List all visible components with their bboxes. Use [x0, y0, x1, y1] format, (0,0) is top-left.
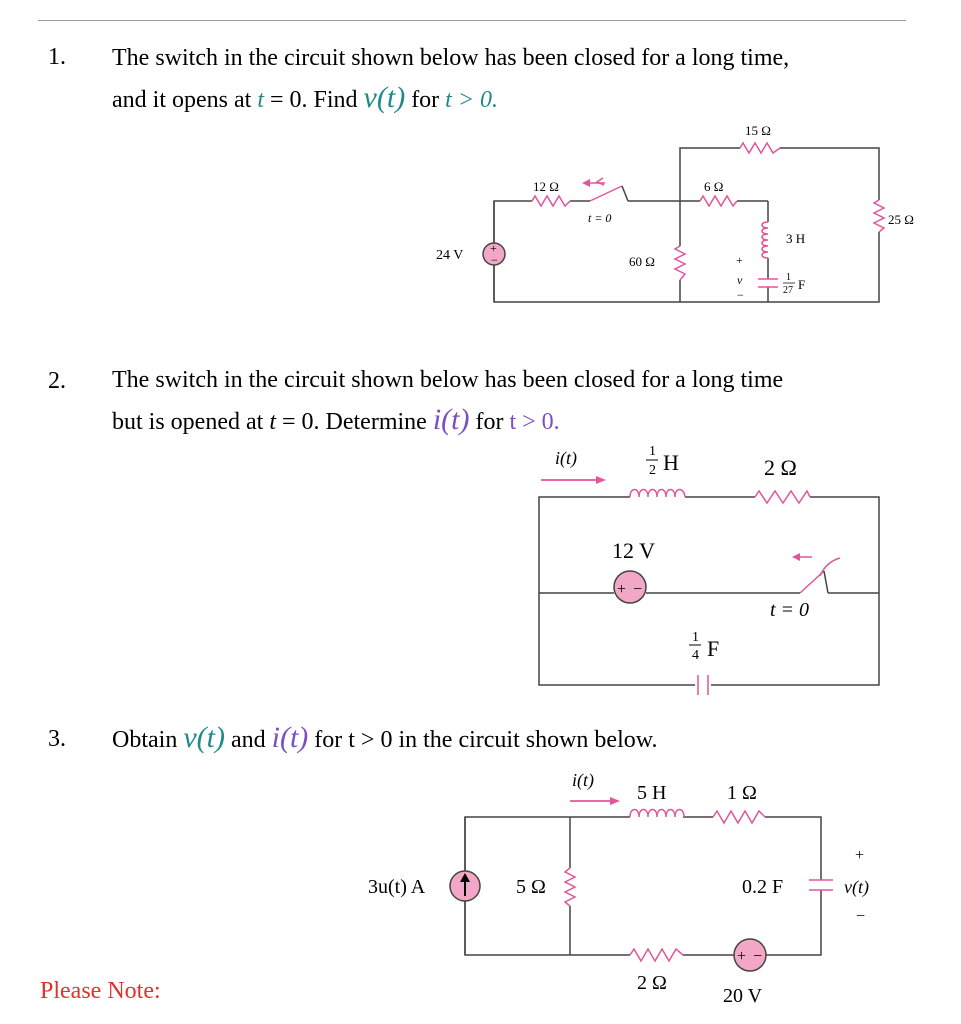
- svg-text:−: −: [491, 253, 498, 267]
- svg-text:+: +: [737, 948, 747, 965]
- problem-3-number: 3.: [48, 726, 66, 752]
- problem-1-line2: and it opens at t = 0. Find v(t) for t > 0.: [112, 81, 499, 114]
- label-0-2f: 0.2 F: [742, 876, 784, 898]
- problem-2-line1: The switch in the circuit shown below has been closed for a long time: [112, 367, 784, 393]
- problem-1-number: 1.: [48, 44, 66, 70]
- svg-text:−: −: [633, 581, 643, 598]
- label-inductor-unit: H: [663, 450, 679, 475]
- svg-text:+: +: [617, 581, 627, 598]
- svg-text:−: −: [856, 908, 866, 925]
- label-2ohm: 2 Ω: [637, 972, 667, 994]
- svg-text:+: +: [736, 253, 743, 267]
- svg-text:−: −: [753, 948, 763, 965]
- label-i-t: i(t): [572, 770, 594, 790]
- function-i-t: i(t): [432, 403, 470, 436]
- label-5ohm: 5 Ω: [516, 876, 546, 898]
- problem-2-line2: but is opened at t = 0. Determine i(t) for t > 0.: [112, 403, 560, 436]
- label-60ohm: 60 Ω: [629, 254, 655, 269]
- label-v: v: [737, 273, 743, 287]
- label-switch-t0: t = 0: [588, 211, 612, 225]
- resistor-5ohm: [565, 868, 575, 906]
- function-v-t: v(t): [183, 721, 225, 754]
- function-i-t: i(t): [271, 721, 309, 754]
- label-switch-t0: t = 0: [770, 599, 810, 621]
- label-15ohm: 15 Ω: [745, 123, 771, 138]
- label-24v: 24 V: [436, 248, 464, 263]
- label-20v: 20 V: [723, 985, 763, 1007]
- label-1ohm: 1 Ω: [727, 782, 757, 804]
- function-v-t: v(t): [363, 81, 406, 114]
- label-2ohm: 2 Ω: [764, 455, 797, 480]
- problem-1-line1: The switch in the circuit shown below has been closed for a long time,: [112, 45, 790, 71]
- resistor-1ohm: [713, 811, 765, 823]
- label-i-t: i(t): [555, 448, 577, 468]
- label-v-t: v(t): [844, 877, 869, 897]
- label-cap-unit: F: [707, 636, 720, 661]
- please-note: Please Note:: [40, 978, 161, 1004]
- inductor-5h: [630, 810, 684, 818]
- svg-text:2: 2: [649, 463, 656, 478]
- svg-text:1: 1: [649, 444, 656, 459]
- svg-text:4: 4: [692, 648, 699, 663]
- svg-text:1: 1: [692, 630, 699, 645]
- label-6ohm: 6 Ω: [704, 179, 724, 194]
- svg-text:+: +: [855, 847, 865, 864]
- svg-text:1: 1: [786, 272, 791, 283]
- svg-text:+: +: [490, 241, 497, 255]
- label-3u-source: 3u(t) A: [368, 876, 426, 898]
- label-5h: 5 H: [637, 782, 667, 804]
- svg-text:−: −: [737, 288, 744, 302]
- label-3h: 3 H: [786, 231, 806, 246]
- label-12v: 12 V: [612, 538, 655, 563]
- problem-3-line1: Obtain v(t) and i(t) for t > 0 in the circuit shown below.: [112, 721, 658, 754]
- label-cap-unit: F: [798, 277, 806, 292]
- problem-2-number: 2.: [48, 368, 66, 394]
- resistor-2ohm: [630, 949, 683, 961]
- label-25ohm: 25 Ω: [888, 212, 914, 227]
- label-12ohm: 12 Ω: [533, 179, 559, 194]
- svg-text:27: 27: [783, 285, 793, 296]
